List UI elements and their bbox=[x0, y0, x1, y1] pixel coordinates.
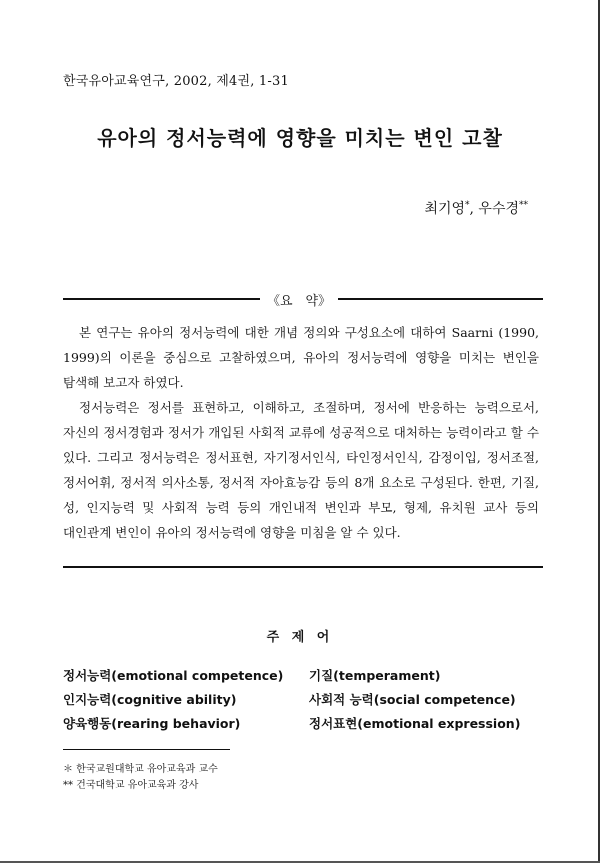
keyword-item: 정서표현(emotional expression) bbox=[309, 716, 521, 731]
footnotes bbox=[63, 762, 218, 794]
keyword-row bbox=[63, 666, 543, 690]
abstract-paragraph-1: 본 연구는 유아의 정서능력에 대한 개념 정의와 구성요소에 대하여 Saarni (1990, 1999)의 이론을 중심으로 고찰하였으며, 유아의 정서능력에 영향을 미치는 변인을 탐색해 보고자 하였다. bbox=[63, 325, 539, 390]
footnote-1: ＊ 한국교원대학교 유아교육과 교수 bbox=[63, 764, 218, 775]
keyword-row bbox=[63, 690, 543, 714]
author-list bbox=[424, 198, 528, 218]
abstract-rule-left bbox=[63, 298, 260, 300]
keyword-row bbox=[63, 714, 543, 738]
paper-title: 유아의 정서능력에 영향을 미치는 변인 고찰 bbox=[97, 126, 503, 150]
abstract-header bbox=[63, 290, 543, 308]
abstract-end-rule bbox=[63, 566, 543, 568]
author-1: 최기영 bbox=[424, 201, 466, 217]
keywords-list bbox=[63, 666, 543, 738]
keyword-item: 정서능력(emotional competence) bbox=[63, 668, 284, 683]
footnote-rule bbox=[63, 749, 230, 750]
footnote-2: ** 건국대학교 유아교육과 강사 bbox=[63, 780, 199, 791]
keyword-item: 사회적 능력(social competence) bbox=[309, 692, 516, 707]
keyword-item: 기질(temperament) bbox=[309, 668, 441, 683]
keywords-heading: 주 제 어 bbox=[266, 630, 334, 645]
author-1-footnote-mark: * bbox=[465, 200, 470, 211]
abstract-paragraph-2: 정서능력은 정서를 표현하고, 이해하고, 조절하며, 정서에 반응하는 능력으로서, 자신의 정서경험과 정서가 개입된 사회적 교류에 성공적으로 대처하는 능력이라고 할 수 있다. 그리고 정서능력은 정서표현, 자기정서인식, 타인정서인식, 감정이입, 정서조절, 정서어휘, 정서적 의사소통, 정서적 자아효능감 등의 8개 요소로 구성된다. 한편, 기질, 성, 인지능력 및 사회적 능력 등의 개인내적 변인과 부모, 형제, 유치원 교사 등의 대인관계 변인이 유아의 정서능력에 영향을 미침을 알 수 있다. bbox=[63, 400, 539, 540]
abstract-heading: 《요 약》 bbox=[266, 294, 332, 309]
author-2-footnote-mark: ** bbox=[519, 200, 528, 211]
abstract-body bbox=[63, 320, 539, 545]
keyword-item: 양육행동(rearing behavior) bbox=[63, 716, 241, 731]
journal-citation: 한국유아교육연구, 2002, 제4권, 1-31 bbox=[63, 74, 289, 89]
author-separator: , bbox=[469, 201, 479, 217]
author-2: 우수경 bbox=[478, 201, 519, 217]
keyword-item: 인지능력(cognitive ability) bbox=[63, 692, 237, 707]
abstract-rule-right bbox=[338, 298, 543, 300]
